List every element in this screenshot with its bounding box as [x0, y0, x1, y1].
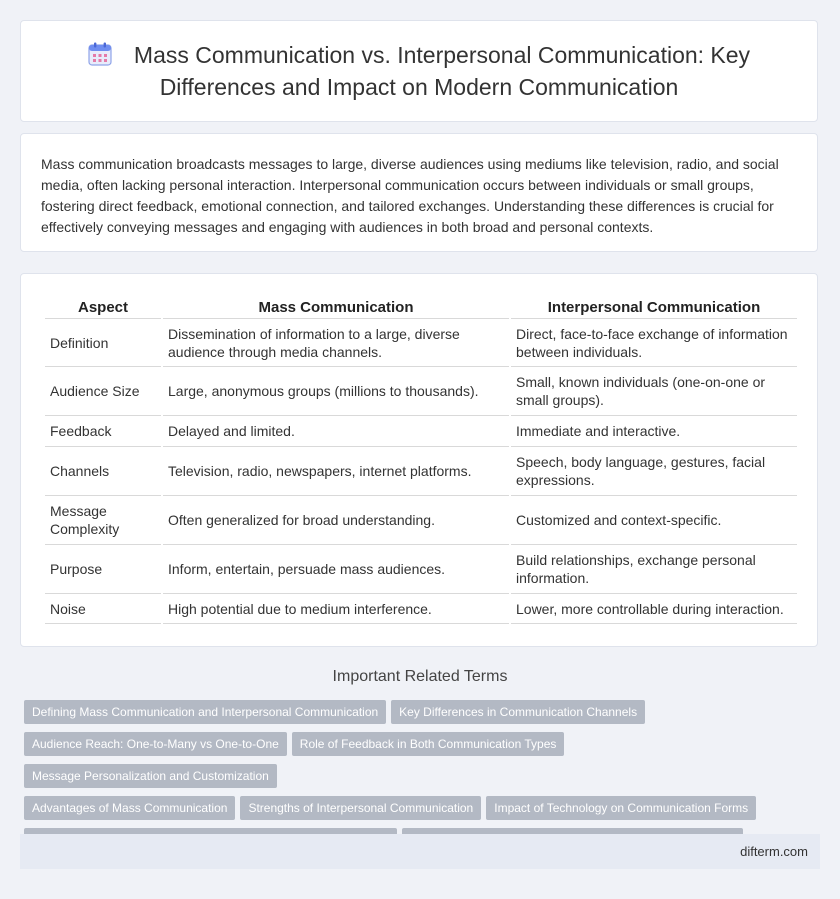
page-title-text: Mass Communication vs. Interpersonal Communication: Key Differences and Impact on Modern Communication	[133, 41, 751, 100]
page-title	[51, 41, 787, 102]
interpersonal-cell: Direct, face-to-face exchange of information between individuals.	[511, 319, 797, 367]
calendar-icon	[88, 42, 112, 73]
aspect-cell: Definition	[45, 319, 161, 367]
title-wrap	[21, 41, 817, 102]
mass-cell: Delayed and limited.	[163, 416, 509, 447]
aspect-cell: Audience Size	[45, 367, 161, 416]
header-mass-communication: Mass Communication	[163, 296, 509, 319]
table-row	[45, 545, 797, 594]
intro-paragraph: Mass communication broadcasts messages to large, diverse audiences using mediums like television, radio, and social media, often lacking personal interaction. Interpersonal communication occurs between individuals or small groups, fostering direct feedback, emotional connection, and tailored exchanges. Understanding these differences is crucial for effectively conveying messages and engaging with audiences in both broad and personal contexts.	[41, 156, 779, 235]
mass-cell: Television, radio, newspapers, internet platforms.	[163, 447, 509, 496]
interpersonal-cell: Customized and context-specific.	[511, 496, 797, 545]
title-card	[20, 20, 818, 122]
related-term-tag[interactable]: Role of Feedback in Both Communication Types	[292, 732, 565, 756]
table-row	[45, 416, 797, 447]
table-row	[45, 447, 797, 496]
aspect-cell: Message Complexity	[45, 496, 161, 545]
related-term-tag[interactable]: Impact of Technology on Communication Forms	[486, 796, 756, 820]
mass-cell: Often generalized for broad understanding.	[163, 496, 509, 545]
header-aspect: Aspect	[45, 296, 161, 319]
interpersonal-cell: Lower, more controllable during interaction.	[511, 594, 797, 624]
mass-cell: Large, anonymous groups (millions to thousands).	[163, 367, 509, 416]
aspect-cell: Channels	[45, 447, 161, 496]
related-term-tag[interactable]: Message Personalization and Customization	[24, 764, 277, 788]
header-interpersonal-communication: Interpersonal Communication	[511, 296, 797, 319]
table-row	[45, 496, 797, 545]
related-term-tag[interactable]: Strengths of Interpersonal Communication	[240, 796, 481, 820]
comparison-table-card	[20, 273, 818, 647]
aspect-cell: Purpose	[45, 545, 161, 594]
table-row	[45, 594, 797, 624]
table-row	[45, 319, 797, 367]
footer	[20, 834, 820, 869]
aspect-cell: Feedback	[45, 416, 161, 447]
related-term-tag[interactable]: Defining Mass Communication and Interpersonal Communication	[24, 700, 386, 724]
aspect-cell: Noise	[45, 594, 161, 624]
table-header-row	[45, 296, 797, 319]
related-term-tag[interactable]: Advantages of Mass Communication	[24, 796, 235, 820]
interpersonal-cell: Immediate and interactive.	[511, 416, 797, 447]
comparison-table	[43, 296, 799, 624]
footer-site-link[interactable]: difterm.com	[740, 844, 808, 859]
mass-cell: Dissemination of information to a large, diverse audience through media channels.	[163, 319, 509, 367]
intro-card	[20, 133, 818, 252]
interpersonal-cell: Speech, body language, gestures, facial expressions.	[511, 447, 797, 496]
mass-cell: Inform, entertain, persuade mass audiences.	[163, 545, 509, 594]
related-term-tag[interactable]: Audience Reach: One-to-Many vs One-to-One	[24, 732, 287, 756]
related-term-tag[interactable]: Key Differences in Communication Channels	[391, 700, 645, 724]
interpersonal-cell: Small, known individuals (one-on-one or small groups).	[511, 367, 797, 416]
mass-cell: High potential due to medium interference.	[163, 594, 509, 624]
related-terms-heading: Important Related Terms	[332, 668, 508, 685]
interpersonal-cell: Build relationships, exchange personal information.	[511, 545, 797, 594]
table-row	[45, 367, 797, 416]
